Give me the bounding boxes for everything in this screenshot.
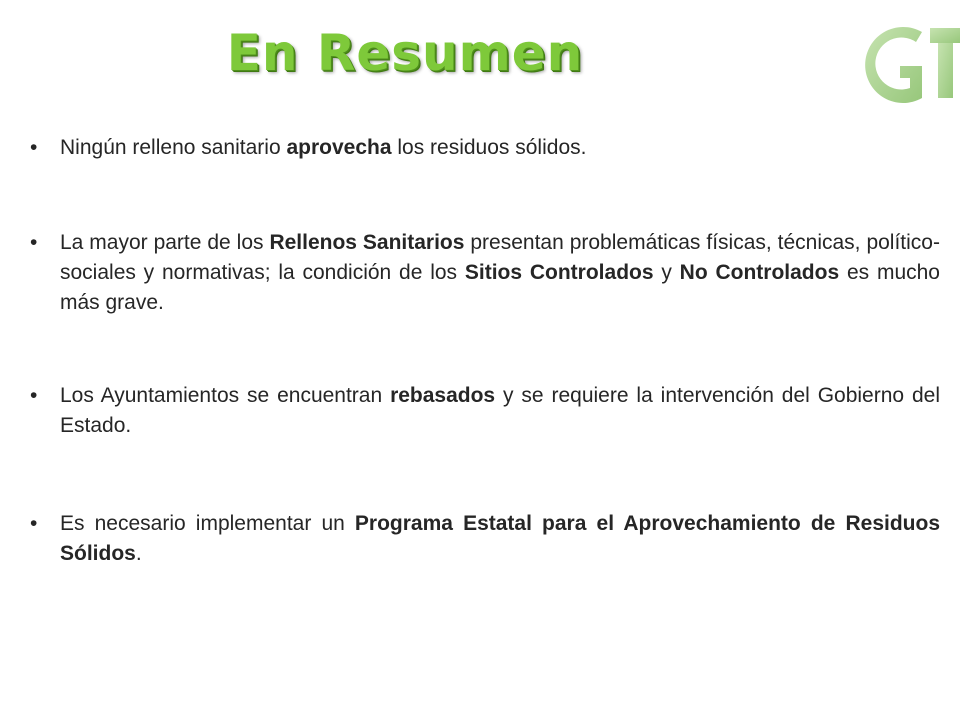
text-run: La mayor parte de los: [60, 231, 270, 254]
text-run: y: [653, 261, 680, 284]
text-run: los residuos sólidos.: [391, 136, 587, 159]
bold-text: Rellenos Sanitarios: [269, 231, 465, 254]
bullet-item: [60, 509, 940, 569]
slide-title: En Resumen: [226, 24, 584, 82]
bold-text: rebasados: [390, 384, 496, 407]
text-run: Los Ayuntamientos se encuentran: [60, 384, 391, 407]
bold-text: Sitios Controlados: [464, 261, 654, 284]
bullet-item: [60, 381, 940, 441]
bold-text: Programa Estatal para el Aprovechamiento de Residuos Sólidos: [60, 512, 940, 565]
bullet-item: [60, 228, 940, 318]
text-run: presentan problemáticas físicas, técnicas, político-sociales y normativas; la condición de los: [60, 231, 940, 284]
text-run: Es necesario implementar un: [60, 512, 355, 535]
text-run: y se requiere la intervención del Gobierno del Estado.: [60, 384, 940, 437]
text-run: .: [135, 542, 142, 565]
bold-text: No Controlados: [679, 261, 840, 284]
bullet-item: [60, 133, 940, 163]
text-run: es mucho más grave.: [60, 261, 940, 314]
bold-text: aprovecha: [286, 136, 392, 159]
text-run: Ningún relleno sanitario: [60, 136, 287, 159]
